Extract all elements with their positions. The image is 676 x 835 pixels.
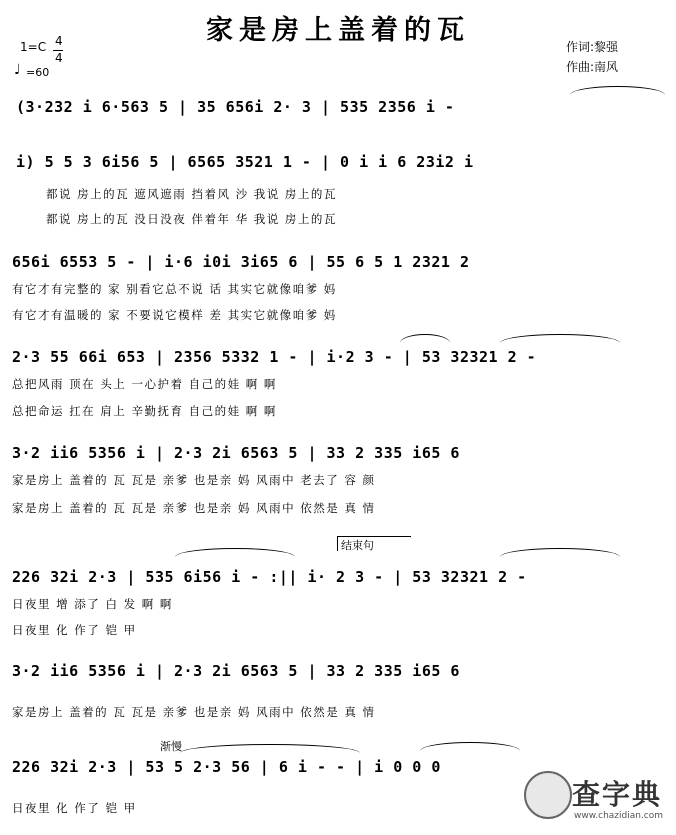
quarter-note-icon: ♩ xyxy=(14,62,21,78)
ending-bracket: 结束句 xyxy=(337,536,411,551)
lyric-row-6-verse-2: 日夜里 化 作了 铠 甲 xyxy=(12,623,137,637)
key-signature: 1=C xyxy=(20,40,47,54)
notation-row-8: 226 32i 2·3 | 53 5 2·3 56 | 6 i - - | i 0 0 0 xyxy=(12,758,441,776)
composer-credit: 作曲:南风 xyxy=(566,60,619,74)
watermark-logo xyxy=(522,767,672,831)
notation-row-1: (3·232 i 6·563 5 | 35 656i 2· 3 | 535 2356 i - xyxy=(16,98,455,116)
slur-mark xyxy=(400,334,450,343)
notation-row-4: 2·3 55 66i 653 | 2356 5332 1 - | i·2 3 - | 53 32321 2 - xyxy=(12,348,537,366)
lyric-row-2-verse-2: 都说 房上的瓦 没日没夜 伴着年 华 我说 房上的瓦 xyxy=(46,212,337,226)
notation-row-2: i) 5 5 3 6i56 5 | 6565 3521 1 - | 0 i i 6 23i2 i xyxy=(16,153,474,171)
time-signature-bottom: 4 xyxy=(55,51,63,65)
slur-mark xyxy=(175,548,295,557)
lyric-row-4-verse-1: 总把风雨 顶在 头上 一心护着 自己的娃 啊 啊 xyxy=(12,377,277,391)
graduate-avatar-icon xyxy=(524,771,572,819)
lyric-row-8: 日夜里 化 作了 铠 甲 xyxy=(12,801,137,815)
ritardando-marking: 渐慢 xyxy=(160,740,182,753)
watermark-url: www.chazidian.com xyxy=(574,811,664,821)
lyric-row-4-verse-2: 总把命运 扛在 肩上 辛勤抚育 自己的娃 啊 啊 xyxy=(12,404,277,418)
lyric-row-5-verse-2: 家是房上 盖着的 瓦 瓦是 亲爹 也是亲 妈 风雨中 依然是 真 情 xyxy=(12,501,376,515)
lyric-row-3-verse-1: 有它才有完整的 家 别看它总不说 话 其实它就像咱爹 妈 xyxy=(12,282,337,296)
slur-mark xyxy=(180,744,360,753)
lyric-row-3-verse-2: 有它才有温暖的 家 不要说它模样 差 其实它就像咱爹 妈 xyxy=(12,308,337,322)
notation-row-3: 656i 6553 5 - | i·6 i0i 3i65 6 | 55 6 5 1 2321 2 xyxy=(12,253,470,271)
slur-mark xyxy=(500,334,620,343)
lyricist-credit: 作词:黎强 xyxy=(566,40,619,54)
time-signature-top: 4 xyxy=(55,34,63,48)
lyric-row-5-verse-1: 家是房上 盖着的 瓦 瓦是 亲爹 也是亲 妈 风雨中 老去了 容 颜 xyxy=(12,473,376,487)
watermark-name: 查字典 xyxy=(572,778,663,811)
lyric-row-6-verse-1: 日夜里 增 添了 白 发 啊 啊 xyxy=(12,597,173,611)
slur-mark xyxy=(570,86,665,95)
slur-mark xyxy=(500,548,620,557)
notation-row-5: 3·2 ii6 5356 i | 2·3 2i 6563 5 | 33 2 335 i65 6 xyxy=(12,444,460,462)
lyric-row-2-verse-1: 都说 房上的瓦 遮风遮雨 挡着风 沙 我说 房上的瓦 xyxy=(46,187,337,201)
notation-row-7: 3·2 ii6 5356 i | 2·3 2i 6563 5 | 33 2 335 i65 6 xyxy=(12,662,460,680)
song-title: 家是房上盖着的瓦 xyxy=(206,15,470,46)
lyric-row-7: 家是房上 盖着的 瓦 瓦是 亲爹 也是亲 妈 风雨中 依然是 真 情 xyxy=(12,705,376,719)
tempo-marking: =60 xyxy=(26,66,50,79)
notation-row-6: 226 32i 2·3 | 535 6i56 i - :|| i· 2 3 - | 53 32321 2 - xyxy=(12,568,527,586)
slur-mark xyxy=(420,742,520,751)
